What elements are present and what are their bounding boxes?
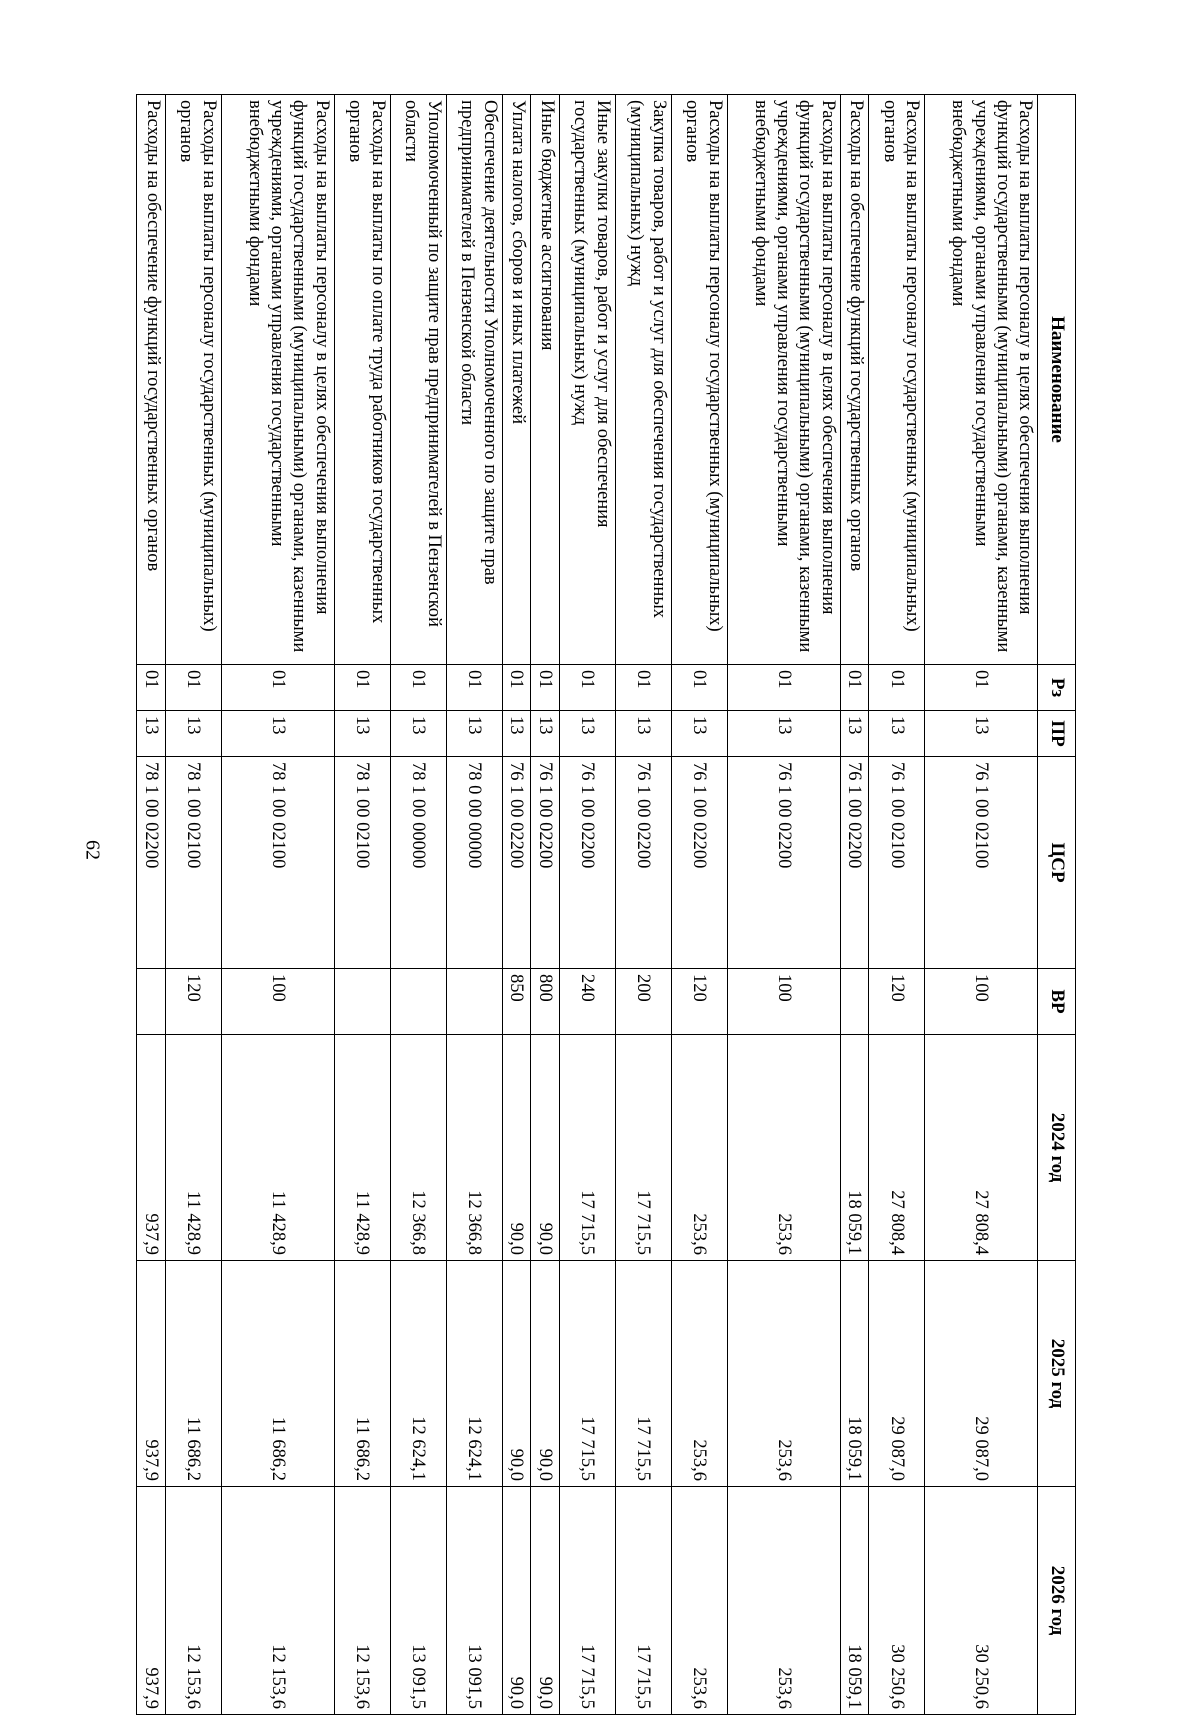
row-2026: 937,9 bbox=[137, 1487, 166, 1715]
row-csr: 78 1 00 02100 bbox=[165, 757, 221, 969]
row-2024: 17 715,5 bbox=[559, 1035, 615, 1261]
row-name: Расходы на выплаты персоналу государственных (муниципальных) органов bbox=[869, 95, 925, 665]
table-row bbox=[727, 95, 840, 1715]
header-2026: 2026 год bbox=[1038, 1487, 1076, 1715]
row-name: Расходы на выплаты персоналу государственных (муниципальных) органов bbox=[165, 95, 221, 665]
row-csr: 76 1 00 02200 bbox=[502, 757, 531, 969]
row-vr bbox=[840, 969, 869, 1035]
row-2026: 13 091,5 bbox=[390, 1487, 446, 1715]
row-csr: 78 1 00 00000 bbox=[390, 757, 446, 969]
row-2025: 90,0 bbox=[502, 1261, 531, 1487]
row-rz: 01 bbox=[165, 665, 221, 711]
row-rz: 01 bbox=[221, 665, 334, 711]
table-row bbox=[334, 95, 390, 1715]
row-2024: 11 428,9 bbox=[221, 1035, 334, 1261]
row-vr bbox=[446, 969, 502, 1035]
row-2026: 253,6 bbox=[727, 1487, 840, 1715]
row-rz: 01 bbox=[869, 665, 925, 711]
row-2025: 12 624,1 bbox=[390, 1261, 446, 1487]
row-2025: 18 059,1 bbox=[840, 1261, 869, 1487]
row-2026: 12 153,6 bbox=[165, 1487, 221, 1715]
row-2024: 253,6 bbox=[727, 1035, 840, 1261]
row-name: Расходы на выплаты персоналу государственных (муниципальных) органов bbox=[671, 95, 727, 665]
row-vr: 100 bbox=[925, 969, 1038, 1035]
row-vr: 800 bbox=[531, 969, 560, 1035]
table-row bbox=[531, 95, 560, 1715]
row-vr bbox=[334, 969, 390, 1035]
budget-table bbox=[136, 94, 1076, 1715]
table-row bbox=[165, 95, 221, 1715]
row-vr: 200 bbox=[615, 969, 671, 1035]
row-pr: 13 bbox=[165, 711, 221, 757]
header-name: Наименование bbox=[1038, 95, 1076, 665]
row-name: Уполномоченный по защите прав предпринимателей в Пензенской области bbox=[390, 95, 446, 665]
table-row bbox=[559, 95, 615, 1715]
header-2024: 2024 год bbox=[1038, 1035, 1076, 1261]
row-2025: 90,0 bbox=[531, 1261, 560, 1487]
row-name: Расходы на обеспечение функций государственных органов bbox=[840, 95, 869, 665]
row-vr: 120 bbox=[165, 969, 221, 1035]
row-2026: 12 153,6 bbox=[221, 1487, 334, 1715]
row-2025: 17 715,5 bbox=[615, 1261, 671, 1487]
row-2026: 30 250,6 bbox=[869, 1487, 925, 1715]
header-vr: ВР bbox=[1038, 969, 1076, 1035]
row-rz: 01 bbox=[137, 665, 166, 711]
row-2025: 253,6 bbox=[727, 1261, 840, 1487]
row-name: Расходы на выплаты персоналу в целях обеспечения выполнения функций государственными (муниципальными) органами, казенными учреждениями, органами управления государственными внебюджетными фондами bbox=[727, 95, 840, 665]
row-2026: 17 715,5 bbox=[559, 1487, 615, 1715]
table-row bbox=[925, 95, 1038, 1715]
row-name: Расходы на выплаты персоналу в целях обеспечения выполнения функций государственными (муниципальными) органами, казенными учреждениями, органами управления государственными внебюджетными фондами bbox=[221, 95, 334, 665]
row-2024: 27 808,4 bbox=[869, 1035, 925, 1261]
table-row bbox=[502, 95, 531, 1715]
row-2025: 17 715,5 bbox=[559, 1261, 615, 1487]
row-pr: 13 bbox=[727, 711, 840, 757]
row-csr: 76 1 00 02200 bbox=[840, 757, 869, 969]
table-row bbox=[869, 95, 925, 1715]
row-csr: 76 1 00 02200 bbox=[559, 757, 615, 969]
row-rz: 01 bbox=[446, 665, 502, 711]
header-rz: Рз bbox=[1038, 665, 1076, 711]
row-csr: 78 1 00 02200 bbox=[137, 757, 166, 969]
row-pr: 13 bbox=[221, 711, 334, 757]
table-header-row bbox=[1038, 95, 1076, 1715]
table-row bbox=[446, 95, 502, 1715]
row-vr: 120 bbox=[869, 969, 925, 1035]
table-row bbox=[137, 95, 166, 1715]
row-pr: 13 bbox=[869, 711, 925, 757]
row-rz: 01 bbox=[840, 665, 869, 711]
budget-table-container bbox=[136, 94, 1076, 1714]
table-row bbox=[615, 95, 671, 1715]
row-2025: 29 087,0 bbox=[925, 1261, 1038, 1487]
row-2024: 11 428,9 bbox=[334, 1035, 390, 1261]
row-pr: 13 bbox=[446, 711, 502, 757]
row-2024: 12 366,8 bbox=[390, 1035, 446, 1261]
row-2026: 17 715,5 bbox=[615, 1487, 671, 1715]
row-name: Уплата налогов, сборов и иных платежей bbox=[502, 95, 531, 665]
row-name: Иные бюджетные ассигнования bbox=[531, 95, 560, 665]
table-row bbox=[840, 95, 869, 1715]
row-pr: 13 bbox=[671, 711, 727, 757]
row-pr: 13 bbox=[615, 711, 671, 757]
row-rz: 01 bbox=[390, 665, 446, 711]
row-pr: 13 bbox=[531, 711, 560, 757]
row-rz: 01 bbox=[334, 665, 390, 711]
row-2026: 30 250,6 bbox=[925, 1487, 1038, 1715]
table-row bbox=[390, 95, 446, 1715]
row-pr: 13 bbox=[502, 711, 531, 757]
row-name: Расходы на выплаты персоналу в целях обеспечения выполнения функций государственными (муниципальными) органами, казенными учреждениями, органами управления государственными внебюджетными фондами bbox=[925, 95, 1038, 665]
row-2026: 18 059,1 bbox=[840, 1487, 869, 1715]
row-2024: 27 808,4 bbox=[925, 1035, 1038, 1261]
row-vr: 100 bbox=[221, 969, 334, 1035]
page-number: 62 bbox=[81, 840, 104, 860]
row-pr: 13 bbox=[559, 711, 615, 757]
row-vr: 240 bbox=[559, 969, 615, 1035]
row-2026: 90,0 bbox=[502, 1487, 531, 1715]
row-csr: 76 1 00 02200 bbox=[531, 757, 560, 969]
row-rz: 01 bbox=[727, 665, 840, 711]
row-csr: 78 1 00 02100 bbox=[334, 757, 390, 969]
row-2024: 937,9 bbox=[137, 1035, 166, 1261]
row-rz: 01 bbox=[559, 665, 615, 711]
row-2024: 90,0 bbox=[531, 1035, 560, 1261]
row-2026: 13 091,5 bbox=[446, 1487, 502, 1715]
row-csr: 76 1 00 02200 bbox=[615, 757, 671, 969]
header-2025: 2025 год bbox=[1038, 1261, 1076, 1487]
row-2024: 17 715,5 bbox=[615, 1035, 671, 1261]
row-2025: 11 686,2 bbox=[221, 1261, 334, 1487]
row-rz: 01 bbox=[502, 665, 531, 711]
row-pr: 13 bbox=[137, 711, 166, 757]
row-2025: 253,6 bbox=[671, 1261, 727, 1487]
row-pr: 13 bbox=[840, 711, 869, 757]
row-2025: 12 624,1 bbox=[446, 1261, 502, 1487]
row-name: Закупка товаров, работ и услуг для обеспечения государственных (муниципальных) нужд bbox=[615, 95, 671, 665]
row-2024: 12 366,8 bbox=[446, 1035, 502, 1261]
row-csr: 78 0 00 00000 bbox=[446, 757, 502, 969]
row-2025: 11 686,2 bbox=[334, 1261, 390, 1487]
row-2026: 253,6 bbox=[671, 1487, 727, 1715]
row-2024: 253,6 bbox=[671, 1035, 727, 1261]
row-2024: 90,0 bbox=[502, 1035, 531, 1261]
row-csr: 76 1 00 02200 bbox=[727, 757, 840, 969]
row-2025: 29 087,0 bbox=[869, 1261, 925, 1487]
row-vr: 850 bbox=[502, 969, 531, 1035]
row-2025: 11 686,2 bbox=[165, 1261, 221, 1487]
row-vr bbox=[390, 969, 446, 1035]
row-2026: 12 153,6 bbox=[334, 1487, 390, 1715]
table-row bbox=[671, 95, 727, 1715]
row-rz: 01 bbox=[531, 665, 560, 711]
header-csr: ЦСР bbox=[1038, 757, 1076, 969]
row-rz: 01 bbox=[615, 665, 671, 711]
row-vr: 120 bbox=[671, 969, 727, 1035]
row-csr: 76 1 00 02200 bbox=[671, 757, 727, 969]
row-csr: 76 1 00 02100 bbox=[869, 757, 925, 969]
row-pr: 13 bbox=[334, 711, 390, 757]
row-vr bbox=[137, 969, 166, 1035]
row-rz: 01 bbox=[925, 665, 1038, 711]
row-2024: 18 059,1 bbox=[840, 1035, 869, 1261]
row-2024: 11 428,9 bbox=[165, 1035, 221, 1261]
row-2026: 90,0 bbox=[531, 1487, 560, 1715]
row-pr: 13 bbox=[925, 711, 1038, 757]
row-name: Расходы на выплаты по оплате труда работников государственных органов bbox=[334, 95, 390, 665]
header-pr: ПР bbox=[1038, 711, 1076, 757]
row-csr: 78 1 00 02100 bbox=[221, 757, 334, 969]
row-name: Иные закупки товаров, работ и услуг для обеспечения государственных (муниципальных) нужд bbox=[559, 95, 615, 665]
row-name: Обеспечение деятельности Уполномоченного по защите прав предпринимателей в Пензенской области bbox=[446, 95, 502, 665]
table-row bbox=[221, 95, 334, 1715]
row-name: Расходы на обеспечение функций государственных органов bbox=[137, 95, 166, 665]
row-rz: 01 bbox=[671, 665, 727, 711]
row-csr: 76 1 00 02100 bbox=[925, 757, 1038, 969]
row-2025: 937,9 bbox=[137, 1261, 166, 1487]
row-pr: 13 bbox=[390, 711, 446, 757]
row-vr: 100 bbox=[727, 969, 840, 1035]
